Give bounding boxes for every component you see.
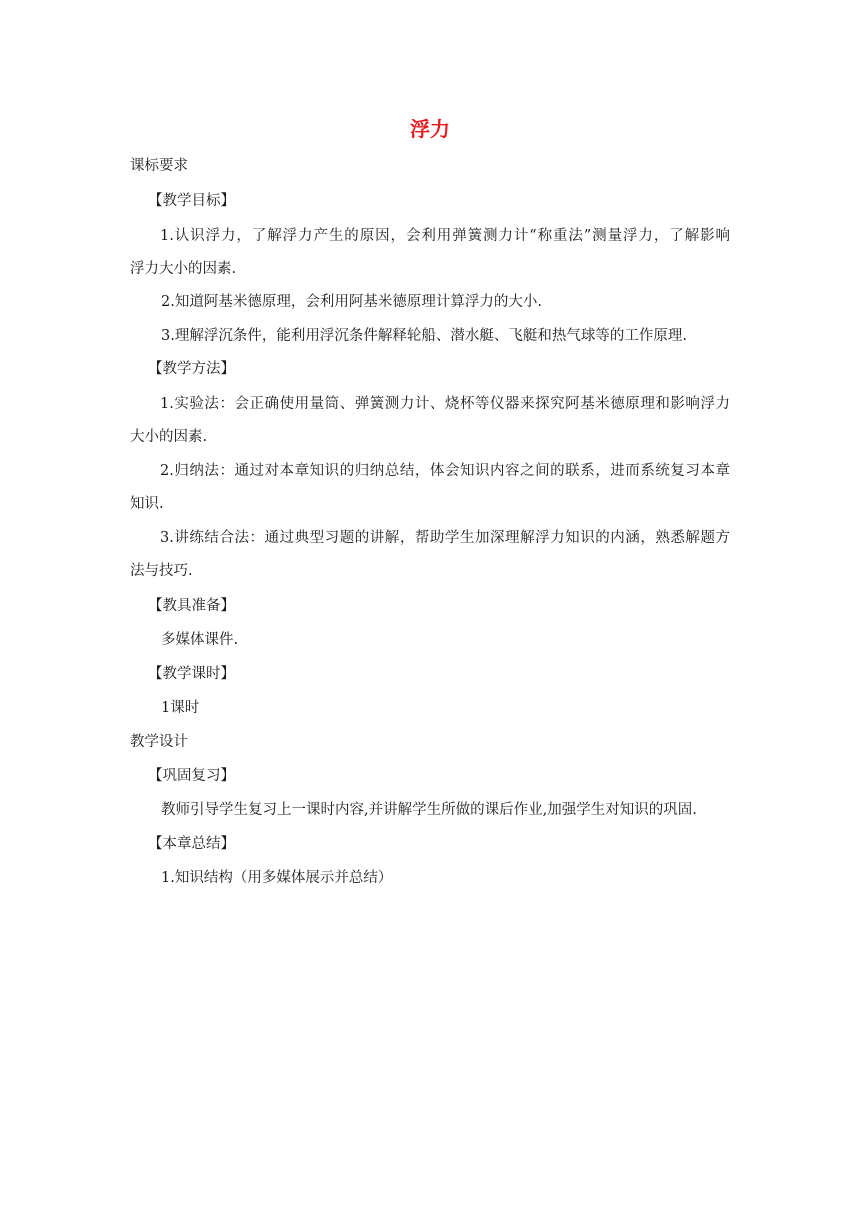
review-text: 教师引导学生复习上一课时内容,并讲解学生所做的课后作业,加强学生对知识的巩固. — [161, 802, 697, 818]
section-heading-kebiao: 课标要求 — [130, 158, 188, 174]
heading-class-hours: 【教学课时】 — [148, 666, 235, 682]
goal-item-1-line-2: 浮力大小的因素. — [130, 261, 237, 277]
heading-teaching-goals: 【教学目标】 — [148, 193, 235, 209]
heading-review: 【巩固复习】 — [148, 768, 235, 784]
heading-teaching-aids: 【教具准备】 — [148, 598, 235, 614]
summary-item-1: 1.知识结构（用多媒体展示并总结） — [161, 870, 393, 886]
goal-item-2: 2.知道阿基米德原理，会利用阿基米德原理计算浮力的大小. — [161, 294, 542, 310]
aids-text: 多媒体课件. — [161, 632, 239, 648]
method-item-2-line-2: 知识. — [130, 496, 164, 512]
heading-teaching-methods: 【教学方法】 — [148, 361, 235, 377]
section-heading-sheji: 教学设计 — [130, 734, 188, 750]
class-hours-text: 1课时 — [161, 700, 200, 716]
heading-chapter-summary: 【本章总结】 — [148, 836, 235, 852]
method-item-1-line-1: 1.实验法：会正确使用量筒、弹簧测力计、烧杯等仪器来探究阿基米德原理和影响浮力 — [160, 396, 730, 412]
method-item-2-line-1: 2.归纳法：通过对本章知识的归纳总结，体会知识内容之间的联系，进而系统复习本章 — [160, 463, 730, 479]
document-title: 浮力 — [410, 117, 450, 141]
goal-item-1-line-1: 1.认识浮力，了解浮力产生的原因，会利用弹簧测力计“称重法”测量浮力，了解影响 — [160, 228, 730, 244]
goal-item-3: 3.理解浮沉条件，能利用浮沉条件解释轮船、潜水艇、飞艇和热气球等的工作原理. — [161, 328, 687, 344]
method-item-3-line-2: 法与技巧. — [130, 563, 193, 579]
method-item-1-line-2: 大小的因素. — [130, 429, 208, 445]
method-item-3-line-1: 3.讲练结合法：通过典型习题的讲解，帮助学生加深理解浮力知识的内涵，熟悉解题方 — [160, 530, 730, 546]
